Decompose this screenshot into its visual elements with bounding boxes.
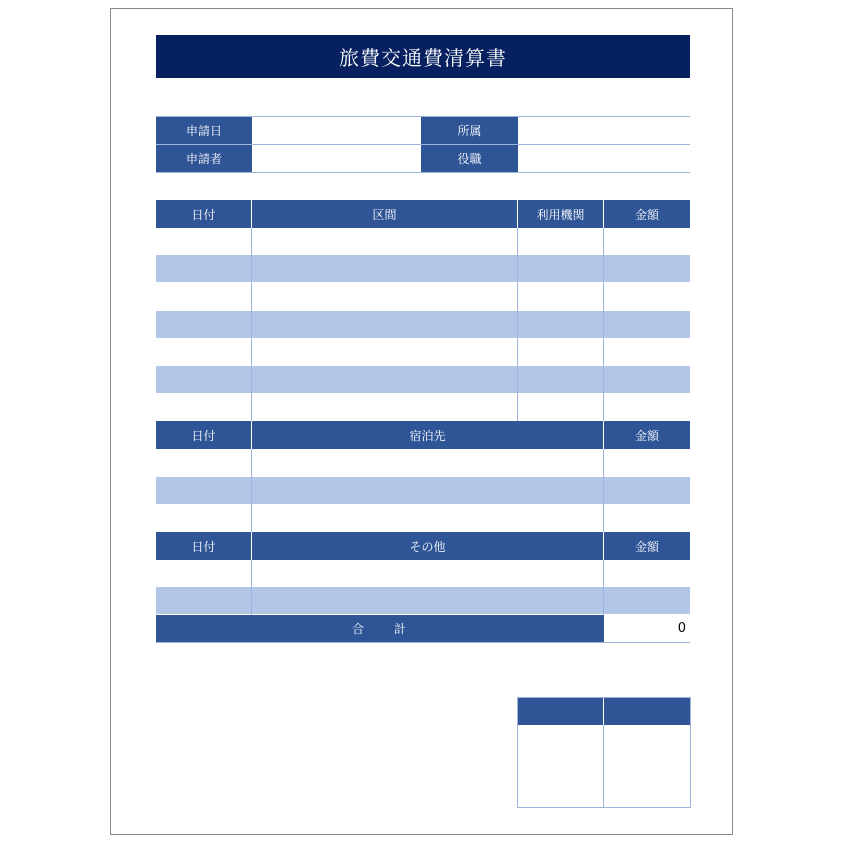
lodging-place-header: 宿泊先 [252,421,603,449]
lodging-vline-1 [251,449,252,532]
info-top-line [156,116,690,117]
lodging-date-header: 日付 [156,421,251,449]
transport-band-2 [156,311,690,338]
transport-vehicle-header: 利用機関 [518,200,603,228]
lodging-band-1 [156,477,690,504]
total-value: 0 [677,621,686,636]
applicant-field[interactable] [252,145,421,172]
other-date-header: 日付 [156,532,251,560]
transport-amount-header: 金額 [604,200,690,228]
other-band-1 [156,587,690,614]
info-mid-line [156,144,690,145]
date-label: 申請日 [156,117,252,144]
transport-vline-2 [517,228,518,421]
info-bottom-line [156,172,690,173]
other-vline-2 [603,560,604,615]
document-title: 旅費交通費清算書 [156,35,690,78]
date-field[interactable] [252,117,421,144]
applicant-label: 申請者 [156,145,252,172]
stamp-area-1[interactable] [518,725,603,807]
other-item-header: その他 [252,532,603,560]
other-vline-1 [251,560,252,615]
transport-section-header: 区間 [252,200,517,228]
transport-date-header: 日付 [156,200,251,228]
transport-band-1 [156,255,690,282]
other-amount-header: 金額 [604,532,690,560]
position-label: 役職 [421,145,518,172]
transport-vline-3 [603,228,604,421]
lodging-vline-2 [603,449,604,532]
transport-vline-1 [251,228,252,421]
dept-field[interactable] [518,117,690,144]
lodging-amount-header: 金額 [604,421,690,449]
stamp-area-2[interactable] [604,725,690,807]
dept-label: 所属 [421,117,518,144]
transport-band-3 [156,366,690,393]
total-bottom-line [156,642,690,643]
total-label: 合 計 [156,615,604,642]
position-field[interactable] [518,145,690,172]
